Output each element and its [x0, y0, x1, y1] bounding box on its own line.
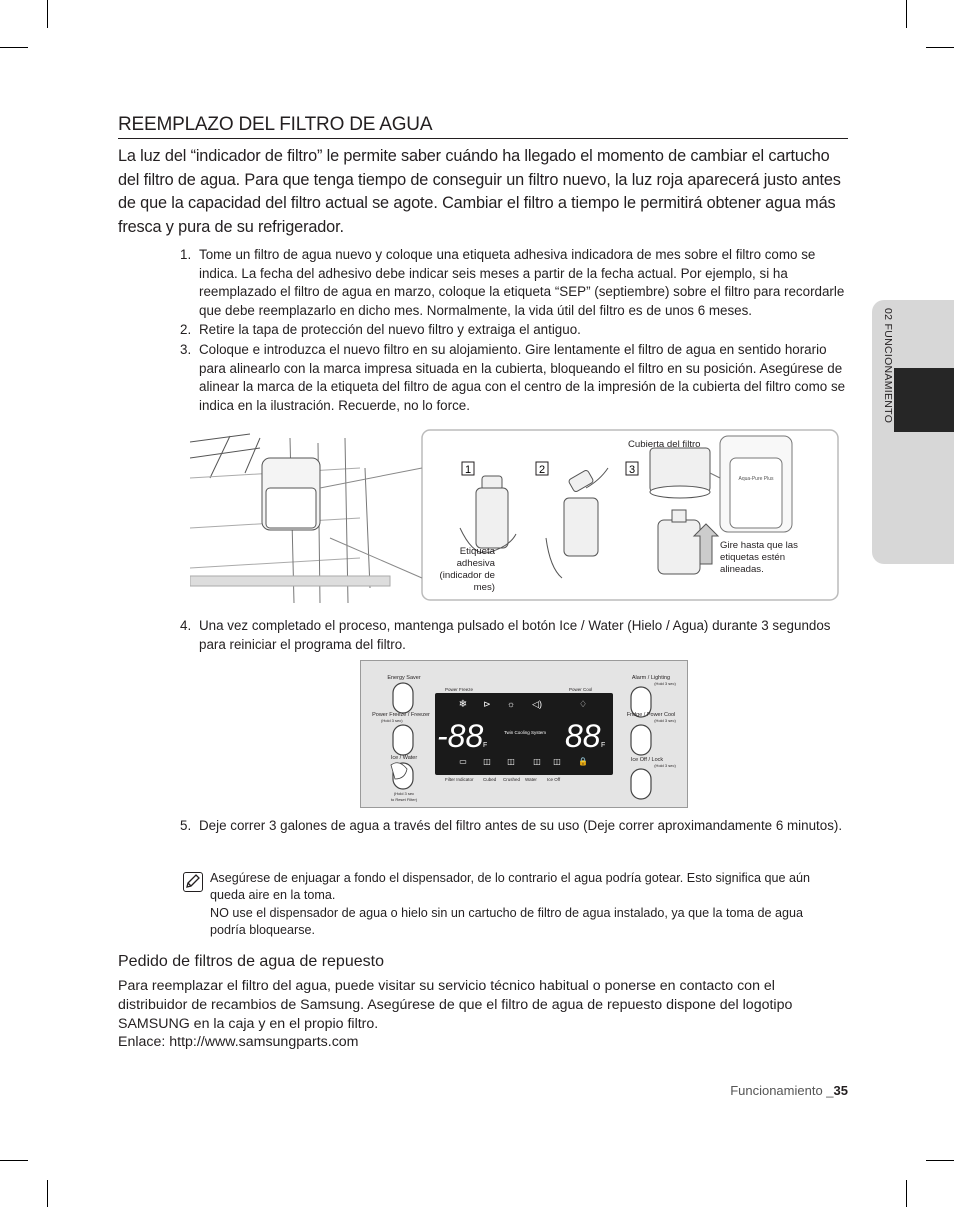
step-badge-3	[626, 462, 638, 476]
step-text: Retire la tapa de protección del nuevo filtro y extraiga el antiguo.	[199, 322, 581, 337]
step-number: 4.	[180, 618, 192, 633]
link-line[interactable]: Enlace: http://www.samsungparts.com	[118, 1034, 359, 1050]
step-number: 2.	[180, 322, 192, 337]
power-freeze-button[interactable]	[372, 712, 430, 755]
subheading: Pedido de filtros de agua de repuesto	[118, 953, 384, 970]
svg-text:Power Freeze: Power Freeze	[445, 687, 474, 692]
step-number: 5.	[180, 818, 192, 833]
step-badge-2	[536, 462, 548, 476]
svg-text:Filter Indicator: Filter Indicator	[445, 777, 474, 782]
step-3	[180, 341, 848, 415]
energy-saver-button[interactable]	[387, 675, 420, 713]
fan-icon: ⊳	[483, 699, 491, 709]
svg-text:(Hold 3 sec): (Hold 3 sec)	[654, 718, 676, 723]
svg-text:(Hold 3 sec): (Hold 3 sec)	[654, 681, 676, 686]
panel-display	[435, 687, 613, 782]
step-2	[180, 321, 848, 340]
ice-off-icon: ◫	[553, 757, 561, 766]
ice-off-lock-button[interactable]	[631, 757, 677, 799]
crop-mark	[906, 0, 907, 28]
step-5	[180, 817, 848, 836]
label-turn-line-2: etiquetas estén	[720, 552, 786, 563]
fridge-interior-drawing	[190, 434, 390, 603]
crop-mark	[47, 0, 48, 28]
step-text: Coloque e introduzca el nuevo filtro en su alojamiento. Gire lentamente el filtro de agua en sentido horario para alinearlo con la marca impresa situada en la cubierta, bloqueando el filtro en su posición. Asegúrese de alinear la marca de la etiqueta del filtro de agua con el centro de la impresión de la cubierta del filtro como se indica en la ilustración. Recuerde, no lo force.	[199, 342, 846, 413]
step-badge-1	[462, 462, 474, 476]
note-1: Asegúrese de enjuagar a fondo el dispensador, de lo contrario el agua podría gotear. Esto significa que aún queda aire en la toma.	[210, 871, 811, 902]
svg-text:3: 3	[628, 464, 636, 476]
svg-text:Cubed: Cubed	[483, 777, 497, 782]
chapter-side-tab	[872, 300, 954, 564]
svg-text:to Reset Filter): to Reset Filter)	[390, 797, 418, 802]
ice-water-button[interactable]	[391, 755, 418, 802]
note-2: NO use el dispensador de agua o hielo sin un cartucho de filtro de agua instalado, ya que la toma de agua podría bloquearse.	[210, 906, 804, 937]
label-sticker-line-4: mes)	[473, 582, 495, 593]
note-pencil-icon	[183, 872, 203, 892]
step-number: 1.	[180, 247, 192, 262]
crushed-icon: ◫	[507, 757, 515, 766]
step-4	[180, 617, 848, 654]
svg-text:Power Cool: Power Cool	[569, 687, 593, 692]
page-number: 35	[833, 1083, 848, 1098]
snowflake-icon: ❄	[458, 699, 468, 710]
svg-text:F: F	[483, 742, 488, 749]
svg-text:Crushed: Crushed	[503, 777, 521, 782]
freezer-temp: -88	[437, 718, 484, 754]
svg-text:Twin Cooling System: Twin Cooling System	[503, 730, 547, 735]
lock-icon: 🔒	[578, 757, 588, 766]
svg-text:F: F	[601, 742, 606, 749]
svg-text:Aqua-Pure Plus: Aqua-Pure Plus	[738, 476, 774, 482]
crop-mark	[47, 1180, 48, 1207]
filter-installation-illustration	[190, 428, 850, 608]
step-text: Tome un filtro de agua nuevo y coloque una etiqueta adhesiva indicadora de mes sobre el filtro como se indica. La fecha del adhesivo debe indicar seis meses a partir de la fecha actual. Por ejemplo, si ha reemplazado el filtro de agua en marzo, coloque la etiqueta “SEP” (septiembre) sobre el filtro para recordarle que debe reemplazarlo en dicho mes. Normalmente, la vida útil del filtro es de unos 6 meses.	[199, 247, 845, 318]
label-sticker-line-2: adhesiva	[456, 558, 495, 569]
svg-text:Ice Off: Ice Off	[547, 777, 561, 782]
step-1	[180, 246, 848, 320]
svg-text:Power Freeze / Freezer: Power Freeze / Freezer	[372, 712, 430, 718]
alarm-icon: ◁)	[532, 699, 542, 709]
control-panel-illustration	[360, 660, 688, 808]
svg-text:(Hold 3 sec): (Hold 3 sec)	[381, 718, 403, 723]
section-title: REEMPLAZO DEL FILTRO DE AGUA	[118, 114, 848, 139]
page-footer	[600, 1083, 848, 1098]
svg-text:Energy Saver: Energy Saver	[387, 675, 421, 681]
filter-indicator-icon: ▭	[459, 757, 467, 766]
svg-text:Ice / Water: Ice / Water	[390, 755, 418, 761]
crop-mark	[926, 1160, 954, 1161]
svg-text:1: 1	[464, 464, 472, 476]
label-turn-line-1: Gire hasta que las	[720, 540, 798, 551]
svg-text:(Hold 3 sec): (Hold 3 sec)	[654, 763, 676, 768]
svg-text:(Hold 3 sec: (Hold 3 sec	[393, 791, 415, 796]
label-sticker-line-1: Etiqueta	[459, 546, 495, 557]
label-sticker-line-3: (indicador de	[439, 570, 495, 581]
step-text: Deje correr 3 galones de agua a través del filtro antes de su uso (Deje correr aproximandamente 6 minutos).	[199, 818, 843, 833]
label-turn-line-3: alineadas.	[720, 564, 764, 575]
crop-mark	[906, 1180, 907, 1207]
cubed-icon: ◫	[483, 757, 491, 766]
light-icon: ☼	[506, 699, 516, 709]
svg-text:Water: Water	[525, 777, 537, 782]
svg-text:Fridge / Power Cool: Fridge / Power Cool	[626, 712, 676, 718]
step-number: 3.	[180, 342, 192, 357]
svg-text:Alarm / Lighting: Alarm / Lighting	[631, 675, 671, 681]
drop-icon: ♢	[578, 699, 588, 709]
step-text: Una vez completado el proceso, mantenga pulsado el botón Ice / Water (Hielo / Agua) durante 3 segundos para reiniciar el programa del filtro.	[199, 618, 831, 652]
crop-mark	[926, 47, 954, 48]
replacement-paragraph: Para reemplazar el filtro del agua, puede visitar su servicio técnico habitual o ponerse en contacto con el distribuidor de recambios de Samsung. Asegúrese de que el filtro de agua de repuesto dispone del logotipo SAMSUNG en la caja y en el propio filtro.	[118, 978, 793, 1032]
chapter-tab-marker	[894, 368, 954, 432]
crop-mark	[0, 47, 28, 48]
water-icon: ◫	[533, 757, 541, 766]
filter-zoom-drawing	[710, 436, 792, 532]
fridge-power-cool-button[interactable]	[627, 712, 677, 755]
svg-text:2: 2	[538, 464, 546, 476]
fridge-temp: 88	[565, 718, 601, 754]
alarm-lighting-button[interactable]	[631, 675, 676, 717]
svg-text:Ice Off / Lock: Ice Off / Lock	[630, 757, 664, 763]
footer-section: Funcionamiento _	[730, 1083, 834, 1098]
crop-mark	[0, 1160, 28, 1161]
chapter-tab-label: 02 FUNCIONAMIENTO	[882, 308, 894, 424]
label-filter-cover: Cubierta del filtro	[628, 439, 701, 450]
intro-paragraph: La luz del “indicador de filtro” le permite saber cuándo ha llegado el momento de cambiar el cartucho del filtro de agua. Para que tenga tiempo de conseguir un filtro nuevo, la luz roja aparecerá justo antes de que la capacidad del filtro actual se agote. Cambiar el filtro a tiempo le permitirá obtener agua más fresca y pura de su refrigerador.	[118, 147, 841, 236]
